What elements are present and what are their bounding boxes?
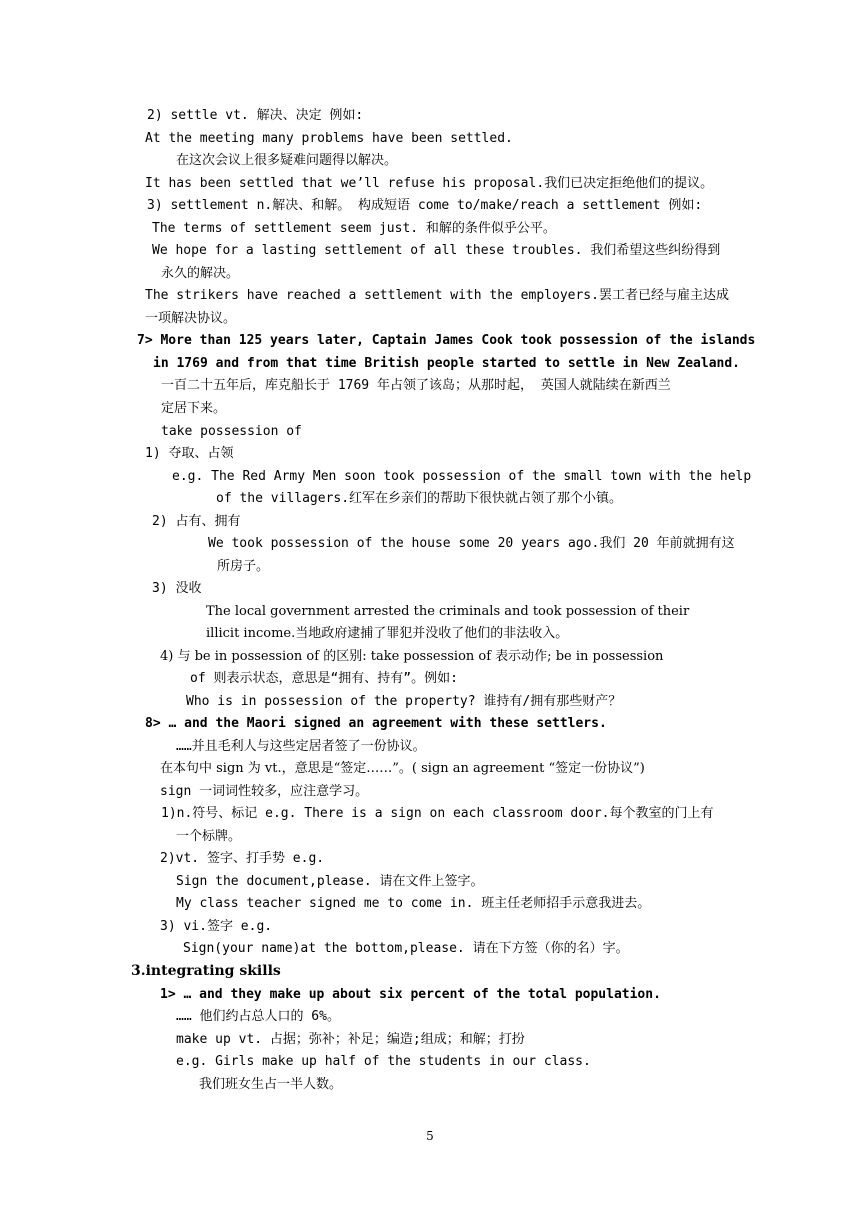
text-line: Sign the document,please. 请在文件上签字。 <box>176 874 484 889</box>
text-line: 2)vt. 签字、打手势 e.g. <box>160 851 325 866</box>
text-line: 在这次会议上很多疑难问题得以解决。 <box>176 153 398 168</box>
text-line: My class teacher signed me to come in. 班主任老师招手示意我进去。 <box>176 896 651 911</box>
text-line: make up vt. 占据；弥补；补足；编造;组成；和解；打扮 <box>176 1032 525 1047</box>
text-line: 在本句中 sign 为 vt.，意思是“签定……”。( sign an agreement “签定一份协议”) <box>160 761 645 776</box>
text-line: of 则表示状态，意思是“拥有、持有”。例如: <box>190 671 458 686</box>
text-line: 定居下来。 <box>161 401 227 416</box>
text-line: e.g. The Red Army Men soon took possession of the small town with the help <box>172 469 752 484</box>
text-line: sign 一词词性较多，应注意学习。 <box>160 784 369 799</box>
page-number: 5 <box>426 1129 434 1143</box>
section-heading: 7> More than 125 years later, Captain James Cook took possession of the islands <box>137 333 756 348</box>
text-line: 我们班女生占一半人数。 <box>199 1077 343 1092</box>
section-heading: 3.integrating skills <box>131 963 281 979</box>
section-heading: 1> … and they make up about six percent of the total population. <box>160 987 661 1002</box>
section-heading: in 1769 and from that time British people started to settle in New Zealand. <box>153 356 740 371</box>
text-line: Sign(your name)at the bottom,please. 请在下方签（你的名）字。 <box>183 941 629 956</box>
text-line: The terms of settlement seem just. 和解的条件似乎公平。 <box>152 221 556 236</box>
text-line: 3) 没收 <box>152 581 202 596</box>
text-line: 1) 夺取、占领 <box>145 446 234 461</box>
text-line: 所房子。 <box>217 559 270 574</box>
text-line: The local government arrested the criminals and took possession of their <box>206 604 690 619</box>
text-line: 永久的解决。 <box>161 266 240 281</box>
text-line: It has been settled that we’ll refuse his proposal.我们已决定拒绝他们的提议。 <box>145 176 714 191</box>
text-line: 一个标牌。 <box>176 829 242 844</box>
text-line: We hope for a lasting settlement of all these troubles. 我们希望这些纠纷得到 <box>152 243 721 258</box>
text-line: 一项解决协议。 <box>145 311 237 326</box>
text-line: of the villagers.红军在乡亲们的帮助下很快就占领了那个小镇。 <box>216 491 623 506</box>
text-line: e.g. Girls make up half of the students in our class. <box>176 1054 591 1069</box>
text-line: 1)n.符号、标记 e.g. There is a sign on each classroom door.每个教室的门上有 <box>161 806 714 821</box>
section-heading: 8> … and the Maori signed an agreement with these settlers. <box>145 716 607 731</box>
text-line: We took possession of the house some 20 years ago.我们 20 年前就拥有这 <box>208 536 735 551</box>
text-line: take possession of <box>161 424 302 439</box>
text-line: The strikers have reached a settlement with the employers.罢工者已经与雇主达成 <box>145 288 729 303</box>
text-line: illicit income.当地政府逮捕了罪犯并没收了他们的非法收入。 <box>206 626 569 641</box>
text-line: 一百二十五年后，库克船长于 1769 年占领了该岛；从那时起， 英国人就陆续在新西兰 <box>161 378 671 393</box>
text-line: 3) vi.签字 e.g. <box>160 919 273 934</box>
text-line: Who is in possession of the property? 谁持有/拥有那些财产？ <box>186 694 622 709</box>
text-line: …… 他们约占总人口的 6%。 <box>176 1009 340 1024</box>
text-line: At the meeting many problems have been settled. <box>145 131 513 146</box>
text-line: 2) 占有、拥有 <box>152 514 241 529</box>
text-line: 3) settlement n.解决、和解。 构成短语 come to/make/reach a settlement 例如: <box>147 198 703 213</box>
text-line: 2) settle vt. 解决、决定 例如: <box>147 108 364 123</box>
text-line: 4) 与 be in possession of 的区别: take possession of 表示动作; be in possession <box>160 649 664 664</box>
text-line: ……并且毛利人与这些定居者签了一份协议。 <box>176 739 426 754</box>
